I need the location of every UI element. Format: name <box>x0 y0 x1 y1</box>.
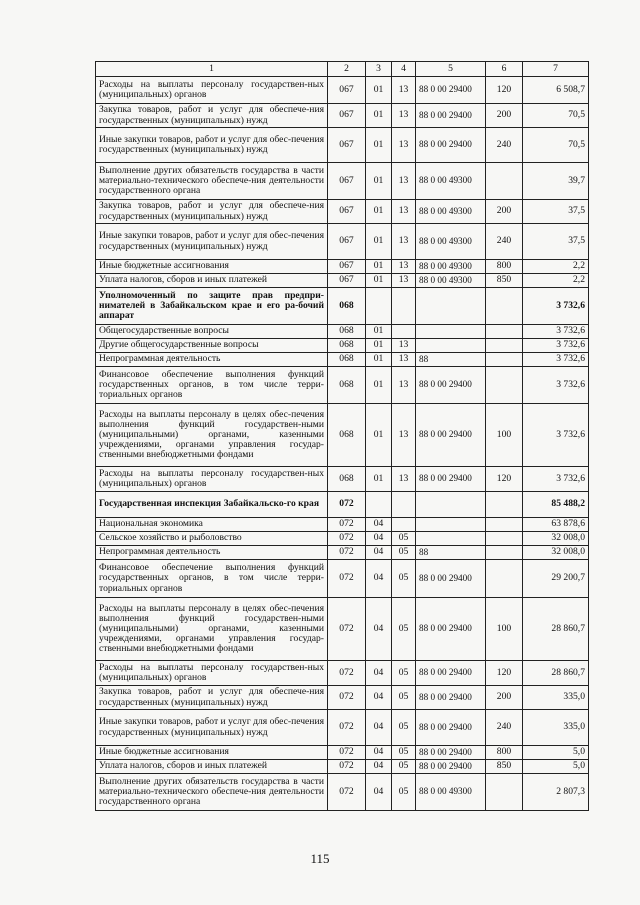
cell-expense-type: 240 <box>486 710 523 746</box>
cell-section: 01 <box>366 128 392 163</box>
page-number: 115 <box>310 851 330 866</box>
cell-name: Выполнение других обязательств государства в части материально-технического обеспече-ния деятельности государственного органа <box>96 774 328 811</box>
cell-admin-code: 067 <box>328 128 366 163</box>
table-row <box>96 518 589 532</box>
cell-name: Финансовое обеспечение выполнения функций государственных органов, в том числе терри-ториальных органов <box>96 367 328 404</box>
cell-name: Сельское хозяйство и рыболовство <box>96 532 328 546</box>
cell-expense-type: 850 <box>486 274 523 288</box>
cell-section: 04 <box>366 661 392 686</box>
cell-subsection: 05 <box>392 774 416 811</box>
cell-name: Финансовое обеспечение выполнения функций государственных органов, в том числе терри-ториальных органов <box>96 560 328 598</box>
cell-name: Другие общегосударственные вопросы <box>96 339 328 353</box>
cell-amount: 3 732,6 <box>523 404 589 467</box>
cell-target-article: 88 0 00 49300 <box>416 163 486 200</box>
cell-target-article: 88 0 00 49300 <box>416 224 486 260</box>
cell-target-article: 88 0 00 29400 <box>416 404 486 467</box>
cell-amount: 28 860,7 <box>523 661 589 686</box>
cell-expense-type: 120 <box>486 661 523 686</box>
cell-section: 01 <box>366 274 392 288</box>
cell-amount: 5,0 <box>523 746 589 760</box>
cell-target-article: 88 0 00 29400 <box>416 77 486 104</box>
header-cell: 3 <box>366 62 392 77</box>
cell-admin-code: 067 <box>328 104 366 128</box>
cell-name: Расходы на выплаты персоналу государствен-ных (муниципальных) органов <box>96 77 328 104</box>
cell-subsection: 05 <box>392 710 416 746</box>
cell-expense-type <box>486 339 523 353</box>
cell-subsection <box>392 325 416 339</box>
cell-target-article: 88 0 00 49300 <box>416 260 486 274</box>
table-row <box>96 163 589 200</box>
cell-name: Иные закупки товаров, работ и услуг для обес-печения государственных (муниципальных) нужд <box>96 710 328 746</box>
cell-target-article: 88 0 00 49300 <box>416 774 486 811</box>
table-row <box>96 260 589 274</box>
cell-target-article: 88 0 00 29400 <box>416 104 486 128</box>
cell-target-article <box>416 532 486 546</box>
table-row <box>96 598 589 661</box>
cell-expense-type: 240 <box>486 224 523 260</box>
cell-section: 01 <box>366 367 392 404</box>
cell-expense-type <box>486 325 523 339</box>
table-row <box>96 325 589 339</box>
cell-name: Закупка товаров, работ и услуг для обеспече-ния государственных (муниципальных) нужд <box>96 200 328 224</box>
cell-target-article: 88 0 00 29400 <box>416 128 486 163</box>
cell-subsection: 13 <box>392 274 416 288</box>
table-row <box>96 274 589 288</box>
cell-amount: 3 732,6 <box>523 467 589 492</box>
cell-target-article <box>416 518 486 532</box>
cell-admin-code: 067 <box>328 163 366 200</box>
cell-name: Выполнение других обязательств государства в части материально-технического обеспече-ния деятельности государственного органа <box>96 163 328 200</box>
header-cell: 6 <box>486 62 523 77</box>
cell-amount: 6 508,7 <box>523 77 589 104</box>
cell-expense-type <box>486 288 523 325</box>
cell-name: Непрограммная деятельность <box>96 353 328 367</box>
header-cell: 1 <box>96 62 328 77</box>
cell-target-article: 88 0 00 29400 <box>416 686 486 710</box>
cell-section: 04 <box>366 518 392 532</box>
table-row <box>96 339 589 353</box>
cell-subsection: 13 <box>392 339 416 353</box>
cell-name: Расходы на выплаты персоналу государствен-ных (муниципальных) органов <box>96 661 328 686</box>
cell-subsection <box>392 288 416 325</box>
cell-expense-type <box>486 774 523 811</box>
cell-name: Уплата налогов, сборов и иных платежей <box>96 760 328 774</box>
table-body <box>96 77 589 811</box>
cell-amount: 63 878,6 <box>523 518 589 532</box>
cell-subsection: 13 <box>392 353 416 367</box>
table-row <box>96 104 589 128</box>
cell-admin-code: 068 <box>328 325 366 339</box>
table-row <box>96 560 589 598</box>
cell-admin-code: 068 <box>328 288 366 325</box>
cell-name: Иные бюджетные ассигнования <box>96 260 328 274</box>
cell-admin-code: 068 <box>328 467 366 492</box>
cell-amount: 2 807,3 <box>523 774 589 811</box>
cell-target-article: 88 0 00 49300 <box>416 274 486 288</box>
cell-section: 01 <box>366 104 392 128</box>
cell-subsection <box>392 492 416 518</box>
cell-subsection: 05 <box>392 532 416 546</box>
cell-subsection: 05 <box>392 760 416 774</box>
cell-expense-type <box>486 560 523 598</box>
cell-amount: 5,0 <box>523 760 589 774</box>
cell-amount: 29 200,7 <box>523 560 589 598</box>
cell-admin-code: 067 <box>328 200 366 224</box>
cell-expense-type <box>486 532 523 546</box>
cell-amount: 3 732,6 <box>523 353 589 367</box>
cell-admin-code: 068 <box>328 339 366 353</box>
cell-subsection: 13 <box>392 224 416 260</box>
cell-amount: 335,0 <box>523 710 589 746</box>
cell-section: 01 <box>366 404 392 467</box>
table-row <box>96 288 589 325</box>
cell-target-article <box>416 325 486 339</box>
table-row <box>96 760 589 774</box>
cell-section: 01 <box>366 200 392 224</box>
table-header-row <box>96 62 589 77</box>
cell-name: Уплата налогов, сборов и иных платежей <box>96 274 328 288</box>
cell-name: Непрограммная деятельность <box>96 546 328 560</box>
cell-section <box>366 288 392 325</box>
cell-amount: 70,5 <box>523 128 589 163</box>
cell-expense-type: 800 <box>486 260 523 274</box>
cell-section: 01 <box>366 339 392 353</box>
header-cell: 5 <box>416 62 486 77</box>
cell-admin-code: 067 <box>328 260 366 274</box>
header-cell: 7 <box>523 62 589 77</box>
cell-section: 01 <box>366 163 392 200</box>
cell-admin-code: 072 <box>328 774 366 811</box>
table-row <box>96 746 589 760</box>
cell-target-article: 88 0 00 29400 <box>416 710 486 746</box>
cell-admin-code: 072 <box>328 518 366 532</box>
cell-expense-type: 200 <box>486 104 523 128</box>
cell-subsection: 13 <box>392 163 416 200</box>
cell-section: 04 <box>366 546 392 560</box>
cell-amount: 3 732,6 <box>523 339 589 353</box>
cell-section: 04 <box>366 710 392 746</box>
table-row <box>96 774 589 811</box>
cell-expense-type <box>486 492 523 518</box>
cell-target-article: 88 0 00 29400 <box>416 560 486 598</box>
header-cell: 2 <box>328 62 366 77</box>
cell-section: 04 <box>366 686 392 710</box>
cell-name: Закупка товаров, работ и услуг для обеспече-ния государственных (муниципальных) нужд <box>96 104 328 128</box>
table-row <box>96 77 589 104</box>
cell-subsection: 13 <box>392 367 416 404</box>
cell-admin-code: 072 <box>328 760 366 774</box>
cell-expense-type: 120 <box>486 77 523 104</box>
cell-name: Расходы на выплаты персоналу в целях обес-печения выполнения функций государствен-ными (муниципальными) органами, казенными учреждениями, органами управления государ-ственными внебюджетными фондами <box>96 598 328 661</box>
cell-subsection: 05 <box>392 686 416 710</box>
table-row <box>96 661 589 686</box>
cell-admin-code: 072 <box>328 532 366 546</box>
cell-amount: 37,5 <box>523 200 589 224</box>
cell-subsection: 13 <box>392 260 416 274</box>
cell-subsection: 05 <box>392 746 416 760</box>
cell-expense-type <box>486 367 523 404</box>
cell-subsection <box>392 518 416 532</box>
cell-target-article: 88 0 00 29400 <box>416 760 486 774</box>
cell-name: Государственная инспекция Забайкальско-го края <box>96 492 328 518</box>
cell-amount: 3 732,6 <box>523 288 589 325</box>
cell-expense-type: 120 <box>486 467 523 492</box>
cell-admin-code: 067 <box>328 77 366 104</box>
cell-expense-type: 100 <box>486 598 523 661</box>
cell-subsection: 13 <box>392 128 416 163</box>
cell-subsection: 13 <box>392 467 416 492</box>
cell-name: Национальная экономика <box>96 518 328 532</box>
table-row <box>96 467 589 492</box>
cell-name: Общегосударственные вопросы <box>96 325 328 339</box>
cell-subsection: 13 <box>392 77 416 104</box>
cell-target-article: 88 0 00 29400 <box>416 467 486 492</box>
cell-section: 01 <box>366 325 392 339</box>
cell-target-article <box>416 492 486 518</box>
cell-subsection: 13 <box>392 404 416 467</box>
cell-target-article: 88 0 00 29400 <box>416 746 486 760</box>
cell-target-article: 88 0 00 29400 <box>416 661 486 686</box>
cell-amount: 3 732,6 <box>523 325 589 339</box>
cell-subsection: 05 <box>392 661 416 686</box>
cell-target-article: 88 0 00 29400 <box>416 367 486 404</box>
cell-section: 04 <box>366 774 392 811</box>
table-row <box>96 686 589 710</box>
cell-subsection: 05 <box>392 598 416 661</box>
cell-target-article: 88 0 00 29400 <box>416 598 486 661</box>
cell-admin-code: 068 <box>328 404 366 467</box>
cell-admin-code: 072 <box>328 492 366 518</box>
cell-section: 04 <box>366 532 392 546</box>
cell-section: 04 <box>366 760 392 774</box>
cell-section: 04 <box>366 560 392 598</box>
budget-table <box>95 61 589 811</box>
cell-amount: 85 488,2 <box>523 492 589 518</box>
cell-section <box>366 492 392 518</box>
cell-subsection: 05 <box>392 546 416 560</box>
cell-amount: 32 008,0 <box>523 546 589 560</box>
cell-subsection: 05 <box>392 560 416 598</box>
cell-amount: 2,2 <box>523 260 589 274</box>
table-row <box>96 367 589 404</box>
table-row <box>96 200 589 224</box>
cell-amount: 39,7 <box>523 163 589 200</box>
cell-amount: 335,0 <box>523 686 589 710</box>
cell-section: 04 <box>366 746 392 760</box>
cell-name: Расходы на выплаты персоналу государствен-ных (муниципальных) органов <box>96 467 328 492</box>
cell-section: 04 <box>366 598 392 661</box>
cell-name: Расходы на выплаты персоналу в целях обес-печения выполнения функций государствен-ными (муниципальными) органами, казенными учреждениями, органами управления государ-ственными внебюджетными фондами <box>96 404 328 467</box>
cell-expense-type <box>486 546 523 560</box>
cell-admin-code: 072 <box>328 746 366 760</box>
cell-expense-type: 850 <box>486 760 523 774</box>
cell-name: Иные бюджетные ассигнования <box>96 746 328 760</box>
cell-section: 01 <box>366 260 392 274</box>
cell-target-article <box>416 288 486 325</box>
table-row <box>96 404 589 467</box>
cell-target-article <box>416 339 486 353</box>
cell-section: 01 <box>366 467 392 492</box>
cell-name: Закупка товаров, работ и услуг для обеспече-ния государственных (муниципальных) нужд <box>96 686 328 710</box>
cell-expense-type <box>486 518 523 532</box>
cell-expense-type <box>486 353 523 367</box>
cell-expense-type: 240 <box>486 128 523 163</box>
table-row <box>96 224 589 260</box>
table-row <box>96 532 589 546</box>
cell-admin-code: 072 <box>328 598 366 661</box>
table-row <box>96 546 589 560</box>
cell-expense-type: 200 <box>486 200 523 224</box>
cell-expense-type: 200 <box>486 686 523 710</box>
cell-admin-code: 067 <box>328 224 366 260</box>
cell-target-article: 88 0 00 49300 <box>416 200 486 224</box>
table-row <box>96 710 589 746</box>
cell-section: 01 <box>366 353 392 367</box>
cell-expense-type: 100 <box>486 404 523 467</box>
cell-amount: 70,5 <box>523 104 589 128</box>
table-row <box>96 492 589 518</box>
header-cell: 4 <box>392 62 416 77</box>
cell-amount: 28 860,7 <box>523 598 589 661</box>
cell-subsection: 13 <box>392 104 416 128</box>
cell-admin-code: 072 <box>328 661 366 686</box>
cell-amount: 3 732,6 <box>523 367 589 404</box>
cell-admin-code: 072 <box>328 686 366 710</box>
cell-name: Уполномоченный по защите прав предпри-нимателей в Забайкальском крае и его ра-бочий аппарат <box>96 288 328 325</box>
cell-target-article: 88 <box>416 546 486 560</box>
cell-name: Иные закупки товаров, работ и услуг для обес-печения государственных (муниципальных) нужд <box>96 128 328 163</box>
table-row <box>96 353 589 367</box>
cell-name: Иные закупки товаров, работ и услуг для обес-печения государственных (муниципальных) нужд <box>96 224 328 260</box>
cell-admin-code: 072 <box>328 710 366 746</box>
cell-expense-type <box>486 163 523 200</box>
cell-section: 01 <box>366 224 392 260</box>
cell-expense-type: 800 <box>486 746 523 760</box>
cell-amount: 37,5 <box>523 224 589 260</box>
cell-target-article: 88 <box>416 353 486 367</box>
cell-subsection: 13 <box>392 200 416 224</box>
cell-admin-code: 067 <box>328 274 366 288</box>
cell-amount: 32 008,0 <box>523 532 589 546</box>
cell-amount: 2,2 <box>523 274 589 288</box>
cell-admin-code: 072 <box>328 546 366 560</box>
cell-admin-code: 072 <box>328 560 366 598</box>
cell-section: 01 <box>366 77 392 104</box>
cell-admin-code: 068 <box>328 367 366 404</box>
cell-admin-code: 068 <box>328 353 366 367</box>
table-row <box>96 128 589 163</box>
